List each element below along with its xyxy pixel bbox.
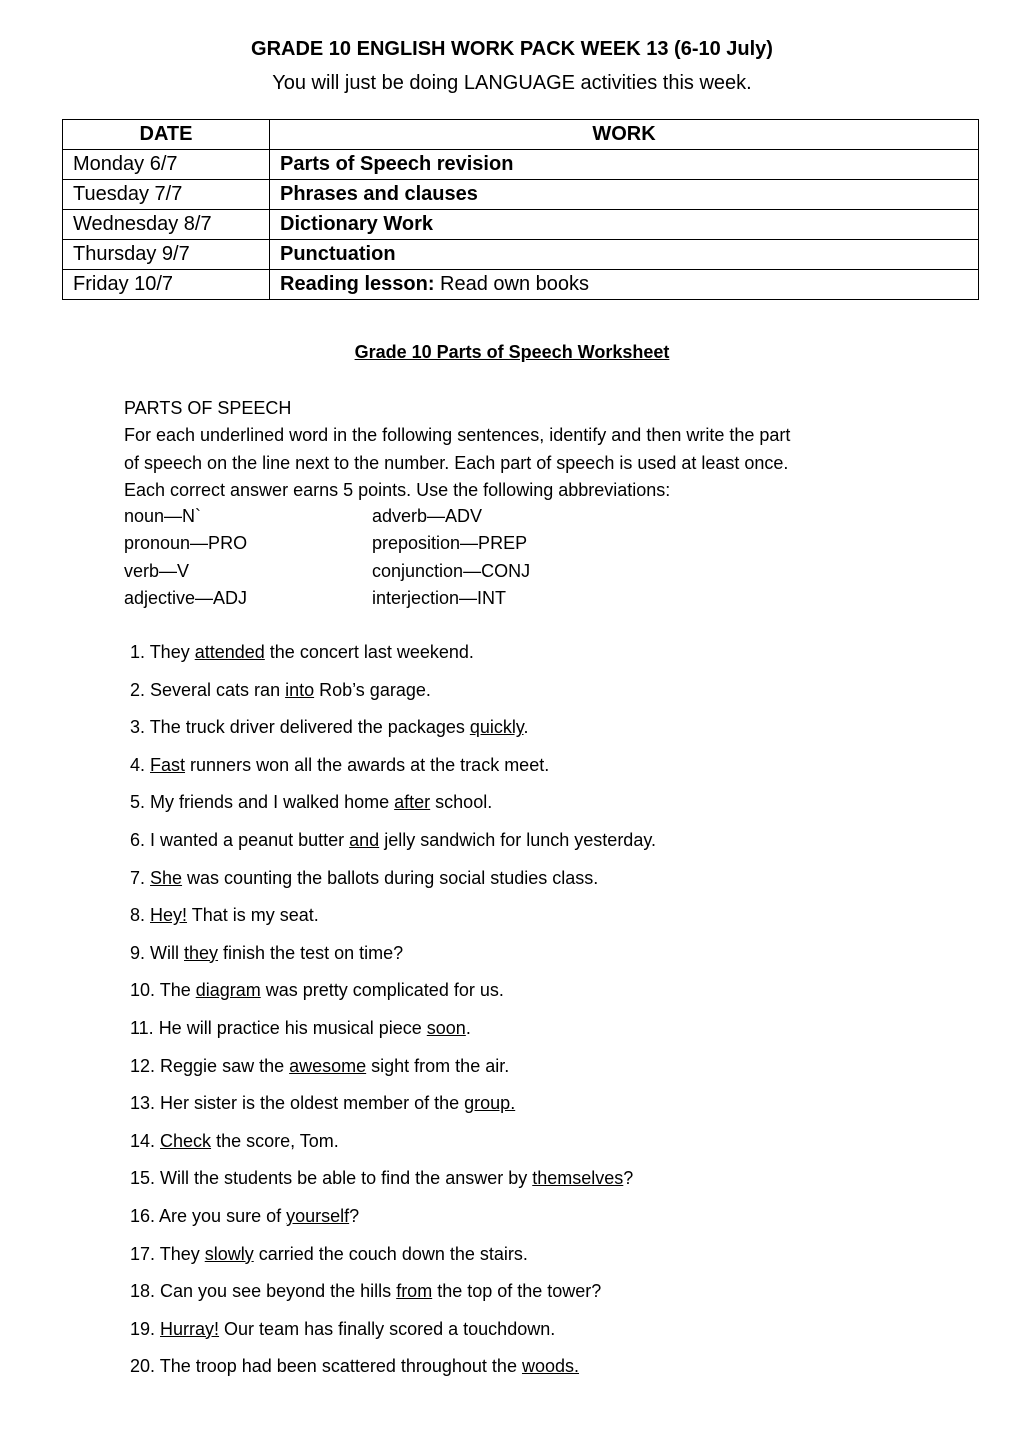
question-item [130,977,930,1015]
question-list [130,639,930,1391]
page-title: GRADE 10 ENGLISH WORK PACK WEEK 13 (6-10 July) [251,38,773,60]
page-subtitle: You will just be doing LANGUAGE activities this week. [272,72,752,94]
question-text: 11. He will practice his musical piece [130,1017,427,1038]
question-item [130,752,930,790]
schedule-work [270,180,979,210]
question-text: ? [349,1205,360,1226]
abbreviation-row [124,558,724,585]
question-text: carried the couch down the stairs. [253,1243,528,1264]
schedule-work-title: Punctuation [280,243,396,265]
abbreviation-list [124,503,724,612]
question-text: runners won all the awards at the track meet. [185,754,550,775]
schedule-table [62,119,979,300]
question-text: jelly sandwich for lunch yesterday. [379,829,656,850]
underlined-word: they [184,942,219,963]
question-text: 3. The truck driver delivered the packages [130,717,470,738]
underlined-word: slowly [204,1243,254,1264]
underlined-word: Hurray! [160,1318,220,1339]
question-text: 14. [130,1130,161,1151]
question-text: 5. My friends and I walked home [130,792,395,813]
question-text: the concert last weekend. [264,642,474,662]
date-column-header: DATE [63,120,270,150]
question-text: 20. The troop had been scattered throughout the [130,1356,522,1377]
question-text: the score, Tom. [211,1130,339,1151]
question-text: was pretty complicated for us. [260,980,504,1001]
worksheet-title: Grade 10 Parts of Speech Worksheet [354,342,670,362]
question-text: 15. Will the students be able to find the answer by [130,1168,533,1189]
question-item [130,1241,930,1279]
schedule-header-row [63,120,979,150]
question-text: 7. [130,867,151,888]
question-text: 9. Will [130,942,184,963]
underlined-word: group. [464,1093,516,1114]
instruction-line: Each correct answer earns 5 points. Use the following abbreviations: [124,479,671,500]
schedule-date: Friday 10/7 [63,270,270,300]
question-text: 6. I wanted a peanut butter [130,829,350,850]
schedule-row [63,240,979,270]
question-text: That is my seat. [187,905,319,926]
schedule-work [270,270,979,300]
question-text: 13. Her sister is the oldest member of the [130,1093,465,1114]
question-item [130,1015,930,1053]
abbreviation-item: adverb—ADV [372,506,483,526]
underlined-word: Fast [150,754,186,775]
schedule-date: Thursday 9/7 [63,240,270,270]
schedule-work-title: Phrases and clauses [280,183,478,205]
question-item [130,1053,930,1091]
schedule-row [63,270,979,300]
underlined-word: woods. [521,1356,580,1377]
question-item [130,940,930,978]
schedule-work-detail: Read own books [434,273,590,295]
schedule-work [270,240,979,270]
abbreviation-item: pronoun—PRO [124,533,248,554]
underlined-word: into [285,679,315,700]
question-item [130,789,930,827]
question-text: 12. Reggie saw the [130,1055,290,1076]
question-text: 17. They [130,1243,205,1264]
question-text: was counting the ballots during social studies class. [182,867,599,888]
question-text: 16. Are you sure of [130,1205,287,1226]
question-text: 18. Can you see beyond the hills [130,1281,397,1302]
underlined-word: quickly [469,717,524,738]
question-text: ? [623,1168,634,1189]
question-item [130,902,930,940]
schedule-work [270,210,979,240]
abbreviation-row [124,585,724,612]
question-text: 2. Several cats ran [130,679,286,700]
question-item [130,714,930,752]
underlined-word: attended [194,642,265,662]
underlined-word: She [150,867,183,888]
underlined-word: Check [160,1130,212,1151]
question-item [130,639,930,677]
underlined-word: themselves [532,1168,624,1189]
instruction-line: For each underlined word in the following sentences, identify and then write the part [124,425,791,446]
underlined-word: after [394,792,431,813]
question-text: sight from the air. [366,1055,510,1076]
question-text: finish the test on time? [218,942,404,963]
instruction-line: of speech on the line next to the number. Each part of speech is used at least once. [124,452,789,473]
abbreviation-item: adjective—ADJ [124,587,248,608]
abbreviation-item: preposition—PREP [372,533,528,554]
underlined-word: diagram [195,980,261,1001]
question-text: 10. The [130,980,196,1001]
schedule-date: Tuesday 7/7 [63,180,270,210]
underlined-word: from [396,1281,433,1302]
question-item [130,865,930,903]
schedule-work-title: Reading lesson: [280,273,435,295]
underlined-word: Hey! [150,905,188,926]
question-text: 4. [130,754,151,775]
question-text: Our team has finally scored a touchdown. [219,1318,556,1339]
question-text: . [523,717,529,738]
question-text: 19. [130,1318,161,1339]
question-item [130,1203,930,1241]
abbreviation-item: conjunction—CONJ [372,560,531,581]
underlined-word: awesome [289,1055,367,1076]
question-item [130,1128,930,1166]
question-item [130,1165,930,1203]
schedule-work-title: Parts of Speech revision [280,153,514,175]
question-text: Rob’s garage. [314,679,431,700]
section-heading: PARTS OF SPEECH [124,398,292,418]
underlined-word: soon [426,1017,466,1038]
question-text: the top of the tower? [432,1281,602,1302]
work-column-header: WORK [270,120,979,150]
question-item [130,827,930,865]
question-text: 1. They [130,642,195,662]
abbreviation-item: interjection—INT [372,587,507,608]
schedule-row [63,180,979,210]
schedule-work [270,150,979,180]
schedule-work-title: Dictionary Work [280,213,433,235]
question-item [130,1278,930,1316]
abbreviation-row [124,503,724,530]
question-item [130,677,930,715]
schedule-date: Monday 6/7 [63,150,270,180]
abbreviation-item: noun—N` [124,506,202,526]
question-item [130,1316,930,1354]
question-text: . [465,1017,471,1038]
question-item [130,1353,930,1391]
schedule-date: Wednesday 8/7 [63,210,270,240]
abbreviation-row [124,530,724,557]
worksheet-instructions [124,395,924,504]
underlined-word: and [349,829,380,850]
question-item [130,1090,930,1128]
underlined-word: yourself [286,1205,350,1226]
schedule-row [63,210,979,240]
abbreviation-item: verb—V [124,560,190,581]
question-text: school. [430,792,493,813]
schedule-row [63,150,979,180]
question-text: 8. [130,905,151,926]
